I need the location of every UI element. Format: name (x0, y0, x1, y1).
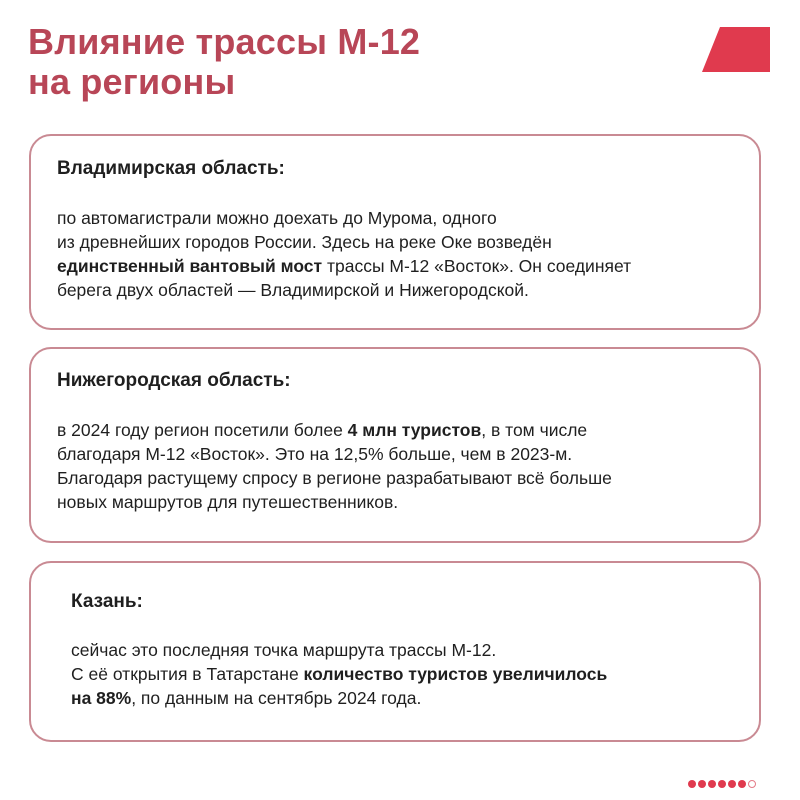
card-title: Казань: (71, 591, 143, 612)
brand-logo-icon (702, 27, 770, 72)
text-segment: новых маршрутов для путешественников. (57, 492, 399, 512)
highlighted-text: на 88% (71, 688, 132, 708)
text-line (71, 686, 607, 710)
text-segment: в 2024 году регион посетили более (57, 420, 348, 440)
text-segment: из древнейших городов России. Здесь на реке Оке возведён (57, 232, 552, 252)
card-title: Нижегородская область: (57, 370, 291, 391)
card-text (57, 418, 612, 514)
text-line (57, 490, 612, 514)
text-segment: Благодаря растущему спросу в регионе разрабатывают всё больше (57, 468, 612, 488)
card-text (71, 638, 607, 710)
text-line (57, 442, 612, 466)
logo-shape (702, 27, 770, 72)
page-title-line-1: Влияние трассы М-12 (28, 21, 421, 62)
text-segment: С её открытия в Татарстане (71, 664, 304, 684)
card-title: Владимирская область: (57, 158, 285, 179)
page-title-line-2: на регионы (28, 61, 236, 102)
text-segment: , по данным на сентябрь 2024 года. (131, 688, 422, 708)
text-line (57, 206, 631, 230)
card-text (57, 206, 631, 302)
pager-dot-filled (688, 780, 696, 788)
text-line (57, 278, 631, 302)
region-card-vladimir (29, 134, 761, 330)
text-segment: благодаря М-12 «Восток». Это на 12,5% больше, чем в 2023-м. (57, 444, 573, 464)
text-line (71, 662, 607, 686)
text-line (57, 254, 631, 278)
slide-pager (688, 780, 756, 788)
pager-dot-filled (718, 780, 726, 788)
highlighted-text: 4 млн туристов (347, 420, 482, 440)
page-title (28, 22, 420, 102)
pager-dot-filled (698, 780, 706, 788)
pager-dot-filled (738, 780, 746, 788)
pager-dot-filled (708, 780, 716, 788)
highlighted-text: единственный вантовый мост (57, 256, 323, 276)
text-segment: трассы М-12 «Восток». Он соединяет (322, 256, 632, 276)
text-line (57, 466, 612, 490)
region-card-nizhny-novgorod (29, 347, 761, 543)
region-card-kazan (29, 561, 761, 742)
pager-dot-empty (748, 780, 756, 788)
text-segment: , в том числе (481, 420, 588, 440)
text-segment: берега двух областей — Владимирской и Нижегородской. (57, 280, 529, 300)
text-line (71, 638, 607, 662)
highlighted-text: количество туристов увеличилось (303, 664, 608, 684)
text-line (57, 230, 631, 254)
text-segment: сейчас это последняя точка маршрута трассы М-12. (71, 640, 497, 660)
text-segment: по автомагистрали можно доехать до Мурома, одного (57, 208, 497, 228)
text-line (57, 418, 612, 442)
pager-dot-filled (728, 780, 736, 788)
